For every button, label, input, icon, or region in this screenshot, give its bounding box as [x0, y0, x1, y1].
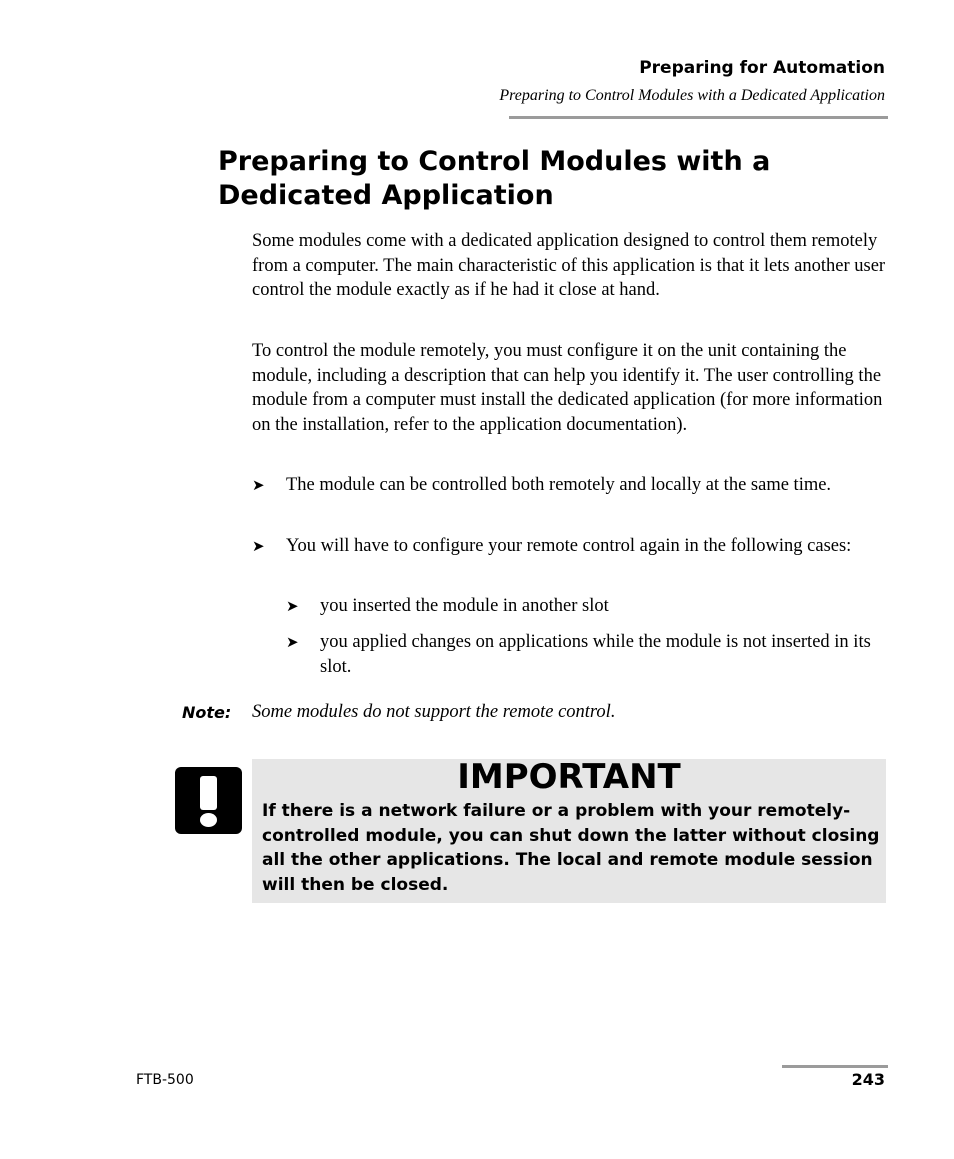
bullet-arrow-icon: ➤: [286, 599, 299, 615]
important-callout: [252, 759, 886, 903]
important-title: IMPORTANT: [457, 757, 681, 797]
bullet-arrow-icon: ➤: [252, 539, 265, 555]
bullet-arrow-icon: ➤: [286, 635, 299, 651]
header-rule: [509, 116, 888, 119]
bullet-text: The module can be controlled both remotely and locally at the same time.: [286, 475, 832, 495]
running-header-section: Preparing to Control Modules with a Dedicated Application: [499, 87, 885, 104]
bullet-text: You will have to configure your remote control again in the following cases:: [286, 536, 852, 556]
running-header-chapter: Preparing for Automation: [639, 58, 885, 78]
footer-product: FTB-500: [136, 1072, 194, 1088]
sub-bullet-text: you inserted the module in another slot: [320, 596, 609, 616]
page-number: 243: [851, 1070, 885, 1089]
footer-rule: [782, 1065, 888, 1068]
sub-bullet-item: [286, 594, 886, 620]
body-paragraph-1: Some modules come with a dedicated application designed to control them remotely from a computer. The main characteristic of this application is that it lets another user control the module exactly as if he had it close at hand.: [252, 231, 886, 300]
exclamation-icon: [175, 767, 242, 834]
sub-bullet-text: you applied changes on applications while the module is not inserted in its slot.: [320, 632, 871, 677]
sub-bullet-item: [286, 630, 886, 679]
bullet-arrow-icon: ➤: [252, 478, 265, 494]
section-title: Preparing to Control Modules with a Dedicated Application: [218, 146, 771, 211]
note-text: Some modules do not support the remote control.: [252, 702, 616, 722]
body-paragraph-2: To control the module remotely, you must configure it on the unit containing the module, including a description that can help you identify it. The user controlling the module from a computer must install the dedicated application (for more information on the installation, refer to the application documentation).: [252, 341, 883, 435]
important-text: If there is a network failure or a problem with your remotely-controlled module, you can shut down the latter without closing all the other applications. The local and remote module session will then be closed.: [262, 801, 880, 895]
bullet-item: [252, 534, 886, 560]
bullet-item: [252, 473, 886, 499]
note-label: Note:: [182, 703, 232, 722]
